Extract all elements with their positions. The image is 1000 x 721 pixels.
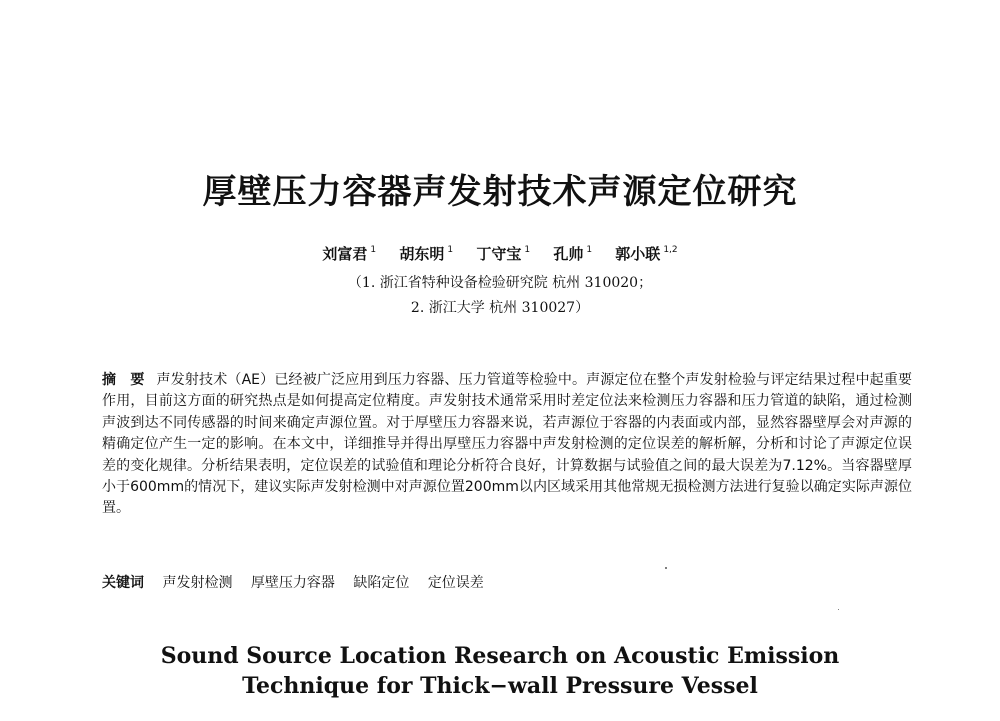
author-affiliation-mark: 1 bbox=[524, 245, 531, 255]
author-name: 丁守宝 bbox=[476, 245, 522, 263]
abstract-block bbox=[102, 370, 912, 520]
author bbox=[615, 245, 677, 263]
paper-title-english bbox=[0, 641, 1000, 701]
keywords-label: 关键词 bbox=[102, 575, 144, 591]
author bbox=[399, 245, 453, 263]
author-affiliation-mark: 1,2 bbox=[663, 245, 678, 255]
author-affiliation-mark: 1 bbox=[447, 245, 454, 255]
keyword: 定位误差 bbox=[427, 575, 484, 591]
english-title-line-2: Technique for Thick−wall Pressure Vessel bbox=[242, 673, 758, 699]
keyword: 厚壁压力容器 bbox=[250, 575, 335, 591]
author-affiliation-mark: 1 bbox=[370, 245, 377, 255]
author-list bbox=[0, 243, 1000, 264]
author bbox=[553, 245, 592, 263]
abstract-label: 摘 要 bbox=[102, 372, 145, 388]
english-title-line-1: Sound Source Location Research on Acoustic Emission bbox=[160, 643, 840, 669]
abstract-text: 声发射技术（AE）已经被广泛应用到压力容器、压力管道等检验中。声源定位在整个声发射检验与评定结果过程中起重要作用，目前这方面的研究热点是如何提高定位精度。声发射技术通常采用时差定位法来检测压力容器和压力管道的缺陷，通过检测声波到达不同传感器的时间来确定声源位置。对于厚壁压力容器来说，若声源位于容器的内表面或内部，显然容器壁厚会对声源的精确定位产生一定的影响。在本文中，详细推导并得出厚壁压力容器中声发射检测的定位误差的解析解，分析和讨论了声源定位误差的变化规律。分析结果表明，定位误差的试验值和理论分析符合良好，计算数据与试验值之间的最大误差为7.12%。当容器壁厚小于600mm的情况下，建议实际声发射检测中对声源位置200mm以内区域采用其他常规无损检测方法进行复验以确定实际声源位置。 bbox=[102, 372, 913, 517]
keywords-line bbox=[102, 572, 498, 592]
author bbox=[322, 245, 376, 263]
author-name: 刘富君 bbox=[322, 245, 368, 263]
keyword: 声发射检测 bbox=[162, 575, 233, 591]
affiliation-line-1: （1. 浙江省特种设备检验研究院 杭州 310020； bbox=[347, 275, 653, 291]
author bbox=[476, 245, 530, 263]
scan-speck bbox=[838, 609, 839, 610]
author-name: 郭小联 bbox=[615, 245, 661, 263]
scan-speck bbox=[665, 567, 667, 569]
author-affiliation-mark: 1 bbox=[586, 245, 593, 255]
affiliation-line-2: 2. 浙江大学 杭州 310027） bbox=[410, 300, 590, 316]
keyword: 缺陷定位 bbox=[353, 575, 410, 591]
author-name: 胡东明 bbox=[399, 245, 445, 263]
author-name: 孔帅 bbox=[553, 245, 584, 263]
paper-title-chinese: 厚壁压力容器声发射技术声源定位研究 bbox=[202, 172, 798, 212]
